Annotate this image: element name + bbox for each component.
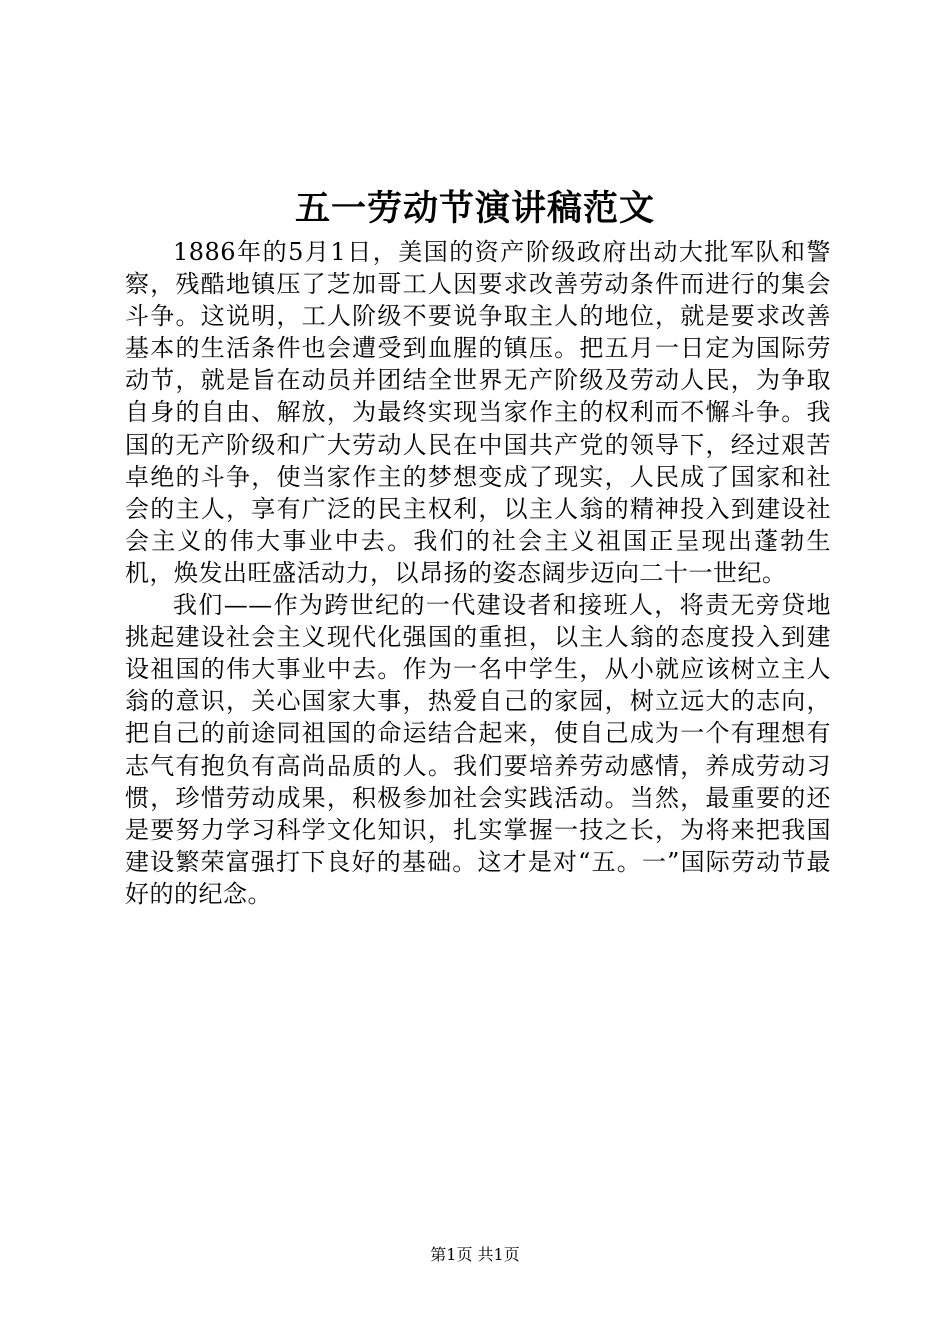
document-title: 五一劳动节演讲稿范文	[294, 188, 655, 229]
paragraph-1: 1886年的5月1日，美国的资产阶级政府出动大批军队和警察，残酷地镇压了芝加哥工人因要求改善劳动条件而进行的集会斗争。这说明，工人阶级不要说争取主人的地位，就是要求改善基本的生活条件也会遭受到血腥的镇压。把五月一日定为国际劳动节，就是旨在动员并团结全世界无产阶级及劳动人民，为争取自身的自由、解放，为最终实现当家作主的权利而不懈斗争。我国的无产阶级和广大劳动人民在中国共产党的领导下，经过艰苦卓绝的斗争，使当家作主的梦想变成了现实，人民成了国家和社会的主人，享有广泛的民主权利，以主人翁的精神投入到建设社会主义的伟大事业中去。我们的社会主义祖国正呈现出蓬勃生机，焕发出旺盛活动力，以昂扬的姿态阔步迈向二十一世纪。	[125, 238, 831, 587]
page-footer: 第1页 共1页	[430, 1245, 520, 1264]
document-body	[125, 236, 831, 910]
paragraph-2: 我们——作为跨世纪的一代建设者和接班人，将责无旁贷地挑起建设社会主义现代化强国的重担，以主人翁的态度投入到建设祖国的伟大事业中去。作为一名中学生，从小就应该树立主人翁的意识，关心国家大事，热爱自己的家园，树立远大的志向，把自己的前途同祖国的命运结合起来，使自己成为一个有理想有志气有抱负有高尚品质的人。我们要培养劳动感情，养成劳动习惯，珍惜劳动成果，积极参加社会实践活动。当然，最重要的还是要努力学习科学文化知识，扎实掌握一技之长，为将来把我国建设繁荣富强打下良好的基础。这才是对“五。一”国际劳动节最好的的纪念。	[125, 591, 831, 908]
